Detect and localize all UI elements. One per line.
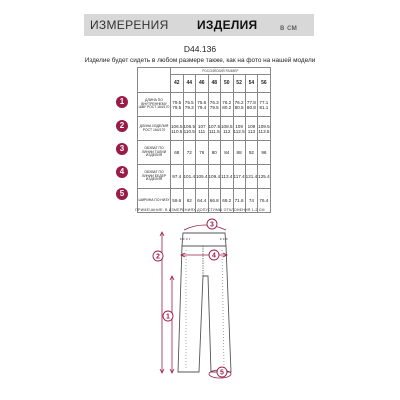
diagram-marker-4: 4 (212, 252, 216, 260)
value-cell: 62 (183, 189, 196, 213)
value-cell: 59.6 (171, 189, 184, 213)
value-cell: 105.4 (196, 165, 209, 189)
diagram-marker-2: 2 (156, 253, 160, 261)
value-cell: 117.4 (233, 165, 245, 189)
value-cell: 106.5 110.5 (171, 117, 184, 141)
value-cell: 75.6 79.4 (196, 93, 209, 117)
size-cell: 50 (221, 75, 234, 93)
value-cell: 76.3 79.5 (208, 93, 221, 117)
title-part-2: ИЗДЕЛИЯ (197, 18, 258, 32)
value-cell: 101.4 (183, 165, 196, 189)
value-cell: 64.4 (196, 189, 209, 213)
row-label: ОБХВАТ ПО ЛИНИИ БЕДЕР ИЗДЕЛИЯ (138, 165, 171, 189)
value-cell: 109 112.5 (233, 117, 245, 141)
diagram-marker-3: 3 (210, 221, 214, 229)
tolerance-note: ПРИМЕЧАНИЕ: В ИЗМЕРЕНИЯХ ДОПУСТИМЫ ОТКЛОНЕНИЯ 1-2 СМ (135, 208, 265, 212)
value-cell: 74 (245, 189, 258, 213)
value-cell: 76.2 80.2 (221, 93, 234, 117)
value-cell: 71.6 (233, 189, 245, 213)
value-cell: 77.8 80.8 (245, 93, 258, 117)
value-cell: 113.4 (221, 165, 234, 189)
value-cell: 75.5 79.3 (183, 93, 196, 117)
size-cell: 54 (245, 75, 258, 93)
value-cell: 77.1 81.1 (258, 93, 271, 117)
fit-note: Изделие будет сидеть в любом размере также, как на фото на нашей модели (84, 57, 316, 64)
trousers-outline (178, 233, 231, 372)
value-cell: 121.4 (245, 165, 258, 189)
row-marker-2: 2 (116, 120, 128, 132)
row-label: ОБХВАТ ПО ЛИНИИ ТАЛИИ ИЗДЕЛИЯ (138, 141, 171, 165)
diagram-markers (153, 219, 227, 377)
value-cell: 84 (221, 141, 234, 165)
row-label: ШИРИНА ПО НИЗУ (138, 189, 171, 213)
measurement-arrows (160, 225, 231, 378)
size-cell: 44 (183, 75, 196, 93)
size-cell: 46 (196, 75, 209, 93)
trouser-legs (178, 246, 231, 372)
value-cell: 76.4 (258, 189, 271, 213)
value-cell: 96 (258, 141, 271, 165)
row-marker-1: 1 (116, 96, 128, 108)
product-code: D44.136 (183, 44, 217, 54)
size-cell: 52 (233, 75, 245, 93)
value-cell: 68 (171, 141, 184, 165)
value-cell: 107.5 111.5 (208, 117, 221, 141)
size-header: РОССИЙСКИЙ РАЗМЕР (171, 68, 271, 75)
title-unit: в см (280, 23, 298, 32)
row-marker-5: 5 (116, 188, 128, 200)
value-cell: 108.5 112 (221, 117, 234, 141)
row-label: ДЛИНА ИЗДЕЛИЯ РОСТ 164/170 (138, 117, 171, 141)
value-cell: 79.5 79.5 (171, 93, 184, 117)
diagram-marker-1: 1 (166, 313, 170, 321)
value-cell: 72 (183, 141, 196, 165)
size-cell: 56 (258, 75, 271, 93)
value-cell: 92 (245, 141, 258, 165)
value-cell: 97.4 (171, 165, 184, 189)
row-label: ДЛИНА ПО ВНУТРЕННЕМУ ШВУ РОСТ 164/170 (138, 93, 171, 117)
value-cell: 80 (208, 141, 221, 165)
size-cell: 48 (208, 75, 221, 93)
row-marker-4: 4 (116, 166, 128, 178)
value-cell: 76 (196, 141, 209, 165)
row-marker-3: 3 (116, 143, 128, 155)
value-cell: 69.2 (221, 189, 234, 213)
value-cell: 109.4 (208, 165, 221, 189)
diagram-marker-5: 5 (220, 369, 224, 377)
waistband (182, 233, 226, 246)
value-cell: 106.5 110.5 (183, 117, 196, 141)
value-cell: 66.8 (208, 189, 221, 213)
value-cell: 76.2 80.5 (233, 93, 245, 117)
value-cell: 109.5 113.5 (258, 117, 271, 141)
value-cell: 109 113 (245, 117, 258, 141)
value-cell: 88 (233, 141, 245, 165)
waist-arrow (184, 225, 226, 230)
leg-seams (186, 250, 224, 370)
value-cell: 125.4 (258, 165, 271, 189)
title-part-1: ИЗМЕРЕНИЯ (90, 18, 169, 32)
value-cell: 107 111 (196, 117, 209, 141)
size-cell: 42 (171, 75, 184, 93)
